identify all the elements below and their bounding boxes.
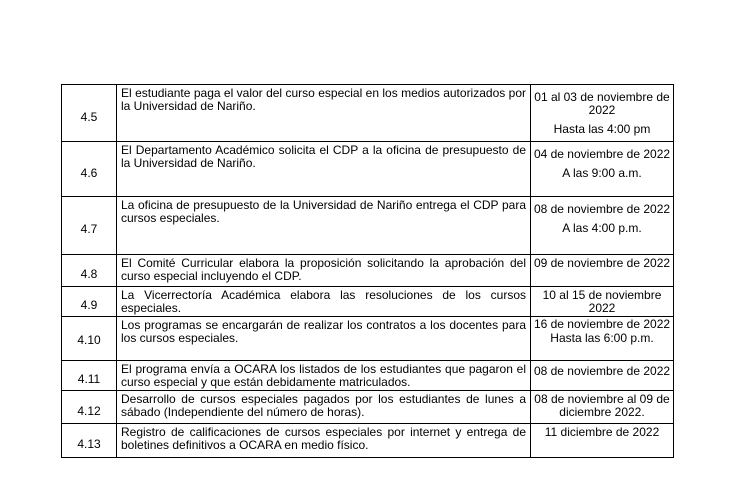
- activity-description: El estudiante paga el valor del curso especial en los medios autorizados por la Universidad de Nariño.: [121, 86, 526, 113]
- activity-date: 08 de noviembre de 2022: [533, 364, 671, 378]
- activity-date: 10 al 15 de noviembre 2022: [542, 288, 662, 315]
- activity-description: El programa envía a OCARA los listados de los estudiantes que pagaron el curso especial y que están debidamente matriculados.: [121, 362, 526, 389]
- activity-number: 4.9: [80, 298, 98, 312]
- table-row: [62, 85, 674, 142]
- activity-number-cell: [62, 85, 117, 142]
- activity-number-cell: [62, 287, 117, 317]
- activity-description: El Departamento Académico solicita el CDP a la oficina de presupuesto de la Universidad de Nariño.: [121, 143, 526, 170]
- activity-date: 01 al 03 de noviembre de 2022: [534, 90, 670, 117]
- activity-description-cell: [117, 361, 531, 391]
- table-row: [62, 391, 674, 424]
- activity-number: 4.8: [80, 267, 98, 281]
- activity-date-cell: [531, 361, 674, 391]
- activity-date: 08 de noviembre de 2022: [533, 202, 671, 216]
- activity-date-cell: [531, 85, 674, 142]
- activity-date-cell: [531, 287, 674, 317]
- activity-description-cell: [117, 85, 531, 142]
- table-row: [62, 197, 674, 255]
- activity-description: Desarrollo de cursos especiales pagados por los estudiantes de lunes a sábado (Independiente del número de horas).: [121, 392, 526, 419]
- activity-number: 4.5: [80, 109, 98, 124]
- activity-time: Hasta las 4:00 pm: [553, 122, 651, 136]
- activity-description-cell: [117, 317, 531, 361]
- activity-description: Los programas se encargarán de realizar los contratos a los docentes para los cursos especiales.: [121, 318, 526, 345]
- activity-number: 4.11: [77, 372, 101, 386]
- activity-number: 4.10: [77, 333, 101, 347]
- table-row: [62, 424, 674, 458]
- activity-date: 11 diciembre de 2022: [544, 425, 660, 439]
- activity-number-cell: [62, 197, 117, 255]
- activity-date: 08 de noviembre al 09 de diciembre 2022.: [534, 392, 670, 419]
- activity-date-cell: [531, 197, 674, 255]
- activity-description-cell: [117, 424, 531, 458]
- activity-number: 4.7: [80, 222, 98, 236]
- activity-number-cell: [62, 424, 117, 458]
- activity-description: La oficina de presupuesto de la Universidad de Nariño entrega el CDP para cursos especiales.: [121, 198, 526, 225]
- activity-number-cell: [62, 317, 117, 361]
- activity-description: El Comité Curricular elabora la proposición solicitando la aprobación del curso especial incluyendo el CDP.: [121, 256, 526, 283]
- activity-description-cell: [117, 391, 531, 424]
- activity-date-cell: [531, 317, 674, 361]
- activity-number-cell: [62, 255, 117, 287]
- activity-description: La Vicerrectoría Académica elabora las resoluciones de los cursos especiales.: [121, 288, 526, 315]
- activity-description-cell: [117, 255, 531, 287]
- activity-description-cell: [117, 142, 531, 197]
- activity-date-cell: [531, 255, 674, 287]
- activity-date-cell: [531, 424, 674, 458]
- activity-description-cell: [117, 287, 531, 317]
- activity-number: 4.12: [77, 403, 101, 418]
- activity-time: A las 9:00 a.m.: [562, 166, 642, 180]
- activity-number: 4.13: [77, 437, 101, 451]
- activity-date-cell: [531, 391, 674, 424]
- activity-time: Hasta las 6:00 p.m.: [550, 331, 654, 345]
- activity-number: 4.6: [80, 165, 98, 180]
- table-row: [62, 255, 674, 287]
- activity-time: A las 4:00 p.m.: [562, 221, 642, 235]
- table-row: [62, 361, 674, 391]
- activity-date: 04 de noviembre de 2022: [533, 147, 671, 161]
- activity-number-cell: [62, 142, 117, 197]
- activity-date: 09 de noviembre de 2022: [533, 256, 671, 270]
- schedule-table: [61, 84, 674, 458]
- table-row: [62, 317, 674, 361]
- activity-date: 16 de noviembre de 2022: [533, 317, 671, 331]
- activity-description-cell: [117, 197, 531, 255]
- activity-number-cell: [62, 361, 117, 391]
- activity-description: Registro de calificaciones de cursos especiales por internet y entrega de boletines definitivos a OCARA en medio físico.: [121, 425, 526, 452]
- table-row: [62, 142, 674, 197]
- activity-number-cell: [62, 391, 117, 424]
- activity-date-cell: [531, 142, 674, 197]
- table-row: [62, 287, 674, 317]
